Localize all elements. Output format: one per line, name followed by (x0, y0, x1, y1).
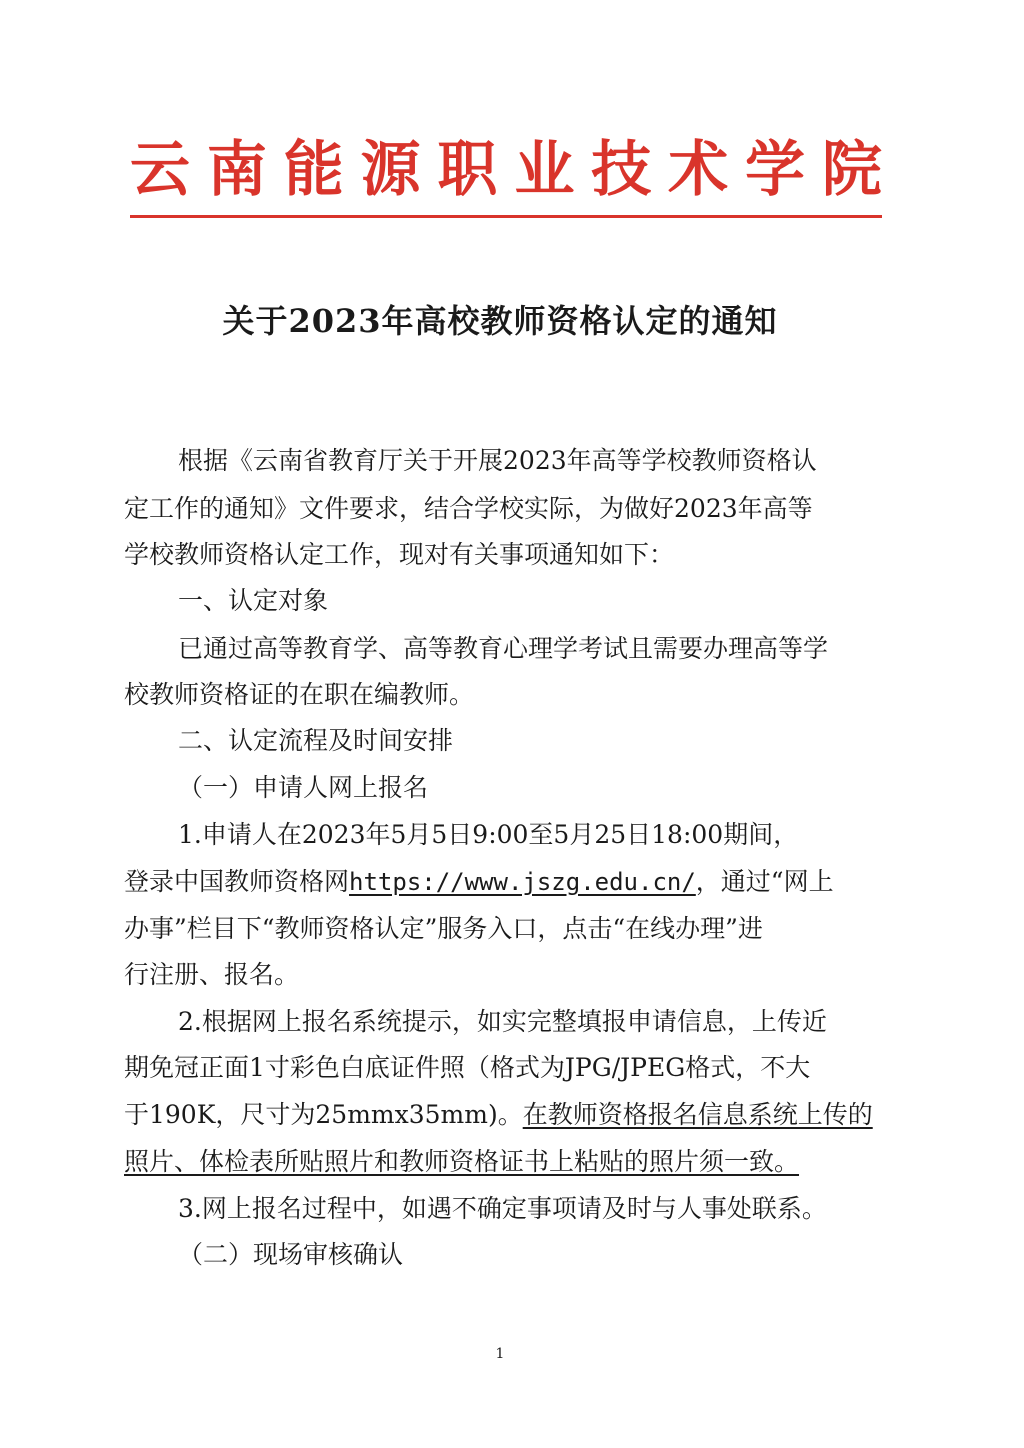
header-char: 职 (437, 135, 498, 205)
paragraph-line: 根据《云南省教育厅关于开展2023年高等学校教师资格认 (178, 446, 817, 475)
page-number: 1 (495, 1346, 505, 1362)
paragraph-line (124, 1097, 873, 1133)
section-heading: 一、认定对象 (178, 586, 329, 615)
underlined-text: 照片、体检表所贴照片和教师资格证书上粘贴的照片须一致。 (124, 1147, 800, 1176)
header-divider (130, 215, 882, 218)
paragraph-line: 2.根据网上报名系统提示，如实完整填报申请信息，上传近 (178, 1007, 827, 1036)
header-char: 学 (745, 135, 805, 205)
subsection-heading: （二）现场审核确认 (178, 1240, 404, 1269)
paragraph-line (124, 864, 834, 900)
underlined-text: 在教师资格报名信息系统上传的 (522, 1100, 873, 1129)
text-run: 于190K，尺寸为25mmx35mm)。 (124, 1100, 523, 1129)
paragraph-line: 定工作的通知》文件要求，结合学校实际，为做好2023年高等 (124, 494, 813, 523)
paragraph-line: 3.网上报名过程中，如遇不确定事项请及时与人事处联系。 (178, 1194, 827, 1223)
institution-header (130, 130, 882, 210)
paragraph-line: 学校教师资格认定工作，现对有关事项通知如下： (124, 540, 675, 569)
paragraph-line: 校教师资格证的在职在编教师。 (124, 680, 475, 709)
paragraph-line: 1.申请人在2023年5月5日9:00至5月25日18:00期间， (178, 820, 799, 849)
paragraph-line: 办事”栏目下“教师资格认定”服务入口，点击“在线办理”进 (124, 914, 763, 943)
header-char: 院 (821, 135, 882, 205)
text-run: 登录中国教师资格网 (124, 867, 350, 896)
header-char: 技 (591, 135, 652, 205)
document-title: 关于2023年高校教师资格认定的通知 (222, 302, 778, 340)
text-run: ，通过“网上 (695, 867, 834, 896)
website-link[interactable]: https://www.jszg.edu.cn/ (349, 868, 696, 896)
section-heading: 二、认定流程及时间安排 (178, 726, 454, 755)
header-char: 能 (283, 135, 344, 205)
header-char: 业 (514, 135, 575, 205)
paragraph-line: 已通过高等教育学、高等教育心理学考试且需要办理高等学 (178, 634, 829, 663)
header-char: 云 (130, 135, 190, 205)
subsection-heading: （一）申请人网上报名 (178, 773, 429, 802)
paragraph-line: 行注册、报名。 (124, 960, 300, 989)
header-char: 术 (668, 135, 729, 205)
header-char: 源 (360, 135, 421, 205)
paragraph-line: 期免冠正面1寸彩色白底证件照（格式为JPG/JPEG格式，不大 (124, 1053, 811, 1082)
header-char: 南 (206, 135, 267, 205)
